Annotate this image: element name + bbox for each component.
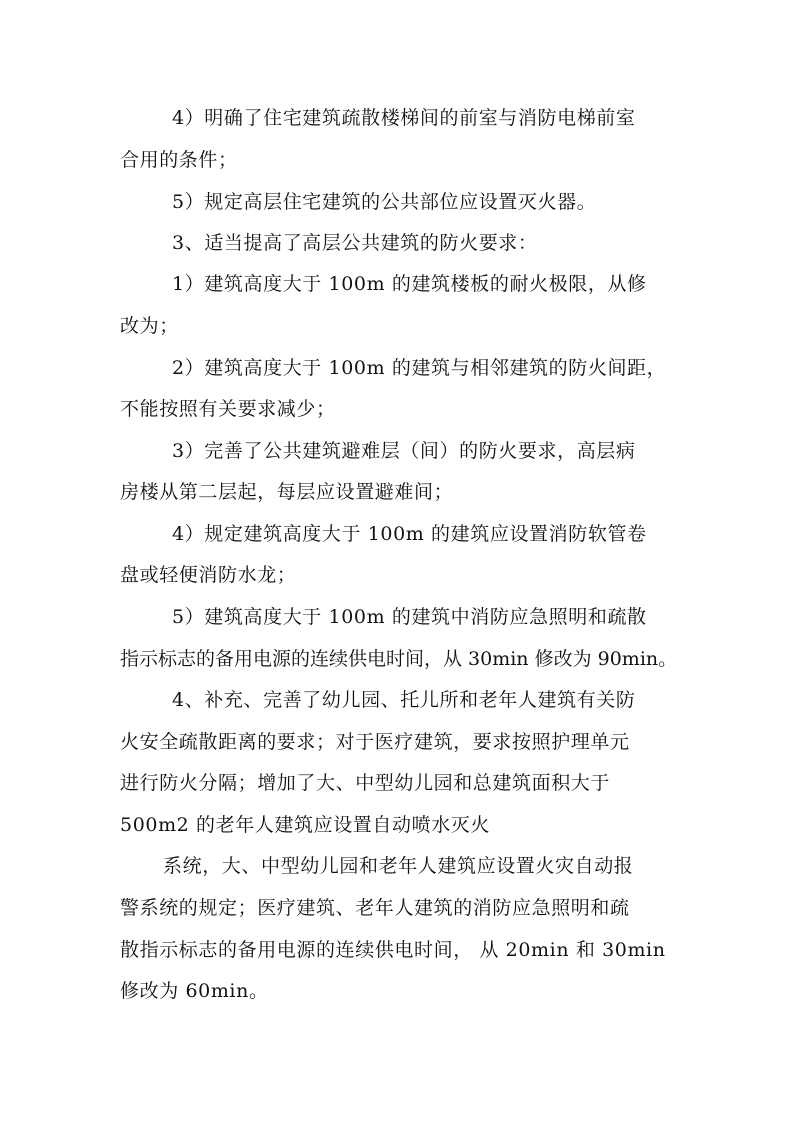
text-line: 4、补充、完善了幼儿园、托儿所和老年人建筑有关防 [172,689,636,711]
text-line: 4）规定建筑高度大于 100m 的建筑应设置消防软管卷 [172,523,647,545]
text-line: 500m2 的老年人建筑应设置自动喷水灭火 [120,814,491,836]
text-line: 指示标志的备用电源的连续供电时间，从 30min 修改为 90min。 [120,648,678,670]
text-line: 4）明确了住宅建筑疏散楼梯间的前室与消防电梯前室 [172,107,636,129]
text-line: 不能按照有关要求减少； [120,398,336,420]
text-line: 进行防火分隔；增加了大、中型幼儿园和总建筑面积大于 [120,772,611,794]
text-line: 警系统的规定；医疗建筑、老年人建筑的消防应急照明和疏 [120,897,630,919]
text-line: 5）建筑高度大于 100m 的建筑中消防应急照明和疏散 [172,606,647,628]
text-line: 合用的条件； [120,149,238,171]
text-line: 1）建筑高度大于 100m 的建筑楼板的耐火极限，从修 [172,273,647,295]
text-line: 盘或轻便消防水龙； [120,564,297,586]
text-line: 修改为 60min。 [120,980,269,1002]
text-line: 5）规定高层住宅建筑的公共部位应设置灭火器。 [172,191,597,213]
text-line: 改为； [120,315,179,337]
text-line: 散指示标志的备用电源的连续供电时间， 从 20min 和 30min [120,939,666,961]
text-line: 3、适当提高了高层公共建筑的防火要求： [172,232,538,254]
text-line: 房楼从第二层起，每层应设置避难间； [120,481,454,503]
text-line: 系统，大、中型幼儿园和老年人建筑应设置火灾自动报 [163,855,634,877]
text-line: 2）建筑高度大于 100m 的建筑与相邻建筑的防火间距， [172,357,667,379]
text-line: 3）完善了公共建筑避难层（间）的防火要求，高层病 [172,440,636,462]
text-line: 火安全疏散距离的要求；对于医疗建筑，要求按照护理单元 [120,731,630,753]
